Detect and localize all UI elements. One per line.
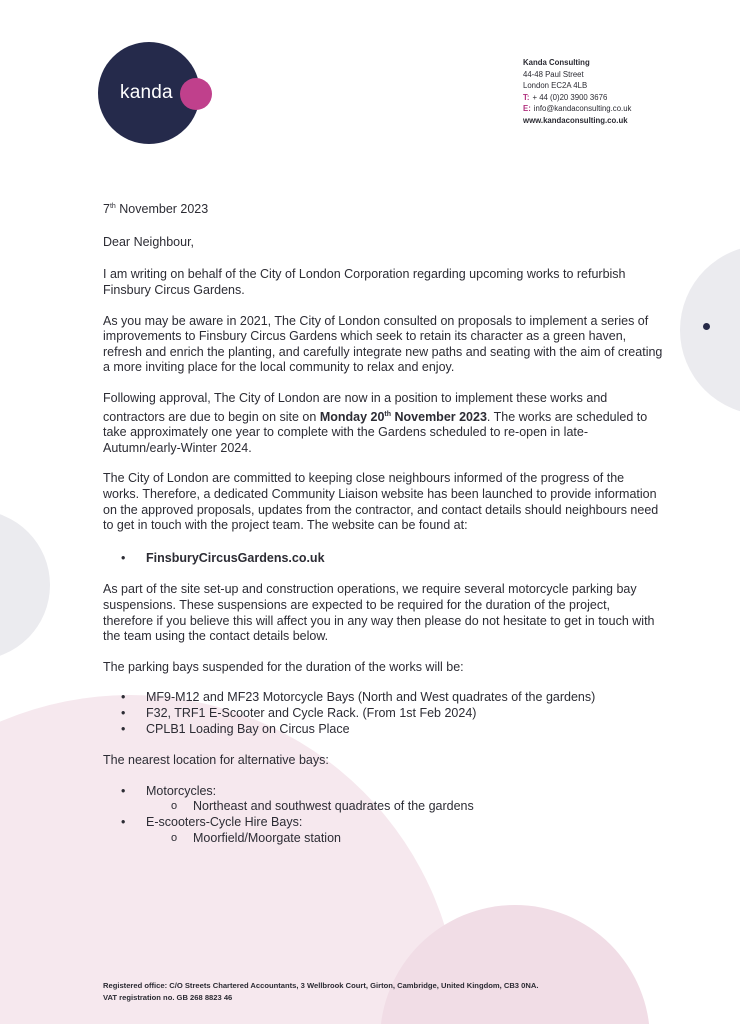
- date-suffix: th: [109, 203, 116, 210]
- company-name: Kanda Consulting: [523, 58, 590, 67]
- greeting: Dear Neighbour,: [103, 234, 195, 249]
- letter-body: [103, 199, 663, 846]
- start-date-day: Monday 20: [319, 409, 385, 424]
- contact-block: [523, 57, 631, 126]
- suspended-bays-list: [103, 690, 663, 737]
- website-list: [103, 551, 663, 567]
- email-label: E:: [523, 104, 531, 113]
- approval-text-b: . The works are scheduled to take approximately one year to complete with the Gardens scheduled to re-open in late-Autumn/early-Winter 2024.: [103, 409, 648, 455]
- footer: [103, 980, 538, 1004]
- sub-list-item: o Northeast and southwest quadrates of the gardens: [146, 799, 663, 815]
- bays-intro: The parking bays suspended for the duration of the works will be:: [103, 659, 464, 674]
- kanda-logo: [98, 42, 200, 144]
- address-line-2: London EC2A 4LB: [523, 81, 588, 90]
- decorative-dot: [703, 323, 710, 330]
- date-day: 7: [103, 202, 110, 217]
- logo-text: kanda: [120, 82, 173, 103]
- website-link[interactable]: www.kandaconsulting.co.uk: [523, 115, 628, 125]
- address-line-1: 44-48 Paul Street: [523, 69, 584, 79]
- start-date-suffix: th: [384, 410, 392, 418]
- paragraph-website: The City of London are committed to keeping close neighbours informed of the progress of the works. Therefore, a dedicated Community Liaison website has been launched to provide information on the approved proposals, updates from the contractor, and contact details should neighbours need to get in touch with the project team. The website can be found at:: [103, 471, 659, 533]
- paragraph-intro: I am writing on behalf of the City of London Corporation regarding upcoming works to refurbish Finsbury Circus Gardens.: [103, 267, 626, 297]
- sub-list: [146, 831, 663, 847]
- telephone-number: + 44 (0)20 3900 3676: [532, 92, 608, 102]
- paragraph-consultation: As you may be aware in 2021, The City of London consulted on proposals to implement a series of improvements to Finsbury Circus Gardens which seek to retain its character as a green haven, refresh and enrich the planting, and carefully integrate new paths and seating with the aim of creating a more inviting place for the local community to relax and enjoy.: [103, 313, 663, 375]
- email-address[interactable]: info@kandaconsulting.co.uk: [533, 104, 632, 113]
- date-rest: November 2023: [115, 202, 209, 217]
- email-line: [523, 103, 631, 115]
- telephone-line: [523, 92, 631, 104]
- approval-text-a: Following approval, The City of London are now in a position to implement these works and contractors are due to begin on site on: [103, 390, 608, 424]
- paragraph-suspensions: As part of the site set-up and construction operations, we require several motorcycle parking bay suspensions. These suspensions are expected to be required for the duration of the project, therefore if you believe this will affect you in any way then please do not hesitate to get in touch with the team using the contact details below.: [103, 582, 655, 644]
- list-item: • CPLB1 Loading Bay on Circus Place: [103, 722, 663, 738]
- alt-label: E-scooters-Cycle Hire Bays:: [146, 814, 303, 829]
- list-item: [103, 815, 663, 846]
- alternative-intro: The nearest location for alternative bays:: [103, 753, 329, 768]
- letter-date: [103, 199, 663, 218]
- sub-list: [146, 799, 663, 815]
- logo-accent-circle: [180, 78, 212, 110]
- community-website-link[interactable]: FinsburyCircusGardens.co.uk: [146, 550, 325, 565]
- start-date-bold: [320, 410, 487, 424]
- decorative-circle-right: [680, 245, 740, 415]
- alternative-bays-list: [103, 784, 663, 846]
- list-item: • MF9-M12 and MF23 Motorcycle Bays (North and West quadrates of the gardens): [103, 690, 663, 706]
- vat-registration: VAT registration no. GB 268 8823 46: [103, 993, 233, 1002]
- list-item: [103, 784, 663, 815]
- decorative-circle-left: [0, 510, 50, 660]
- registered-office: Registered office: C/O Streets Chartered Accountants, 3 Wellbrook Court, Girton, Cambridge, United Kingdom, CB3 0NA.: [103, 981, 539, 990]
- sub-list-item: o Moorfield/Moorgate station: [146, 831, 663, 847]
- tel-label: T:: [523, 92, 530, 102]
- list-item: [103, 551, 663, 567]
- paragraph-approval: [103, 391, 663, 457]
- list-item: • F32, TRF1 E-Scooter and Cycle Rack. (From 1st Feb 2024): [103, 706, 663, 722]
- alt-label: Motorcycles:: [146, 783, 217, 798]
- start-date-rest: November 2023: [391, 409, 487, 424]
